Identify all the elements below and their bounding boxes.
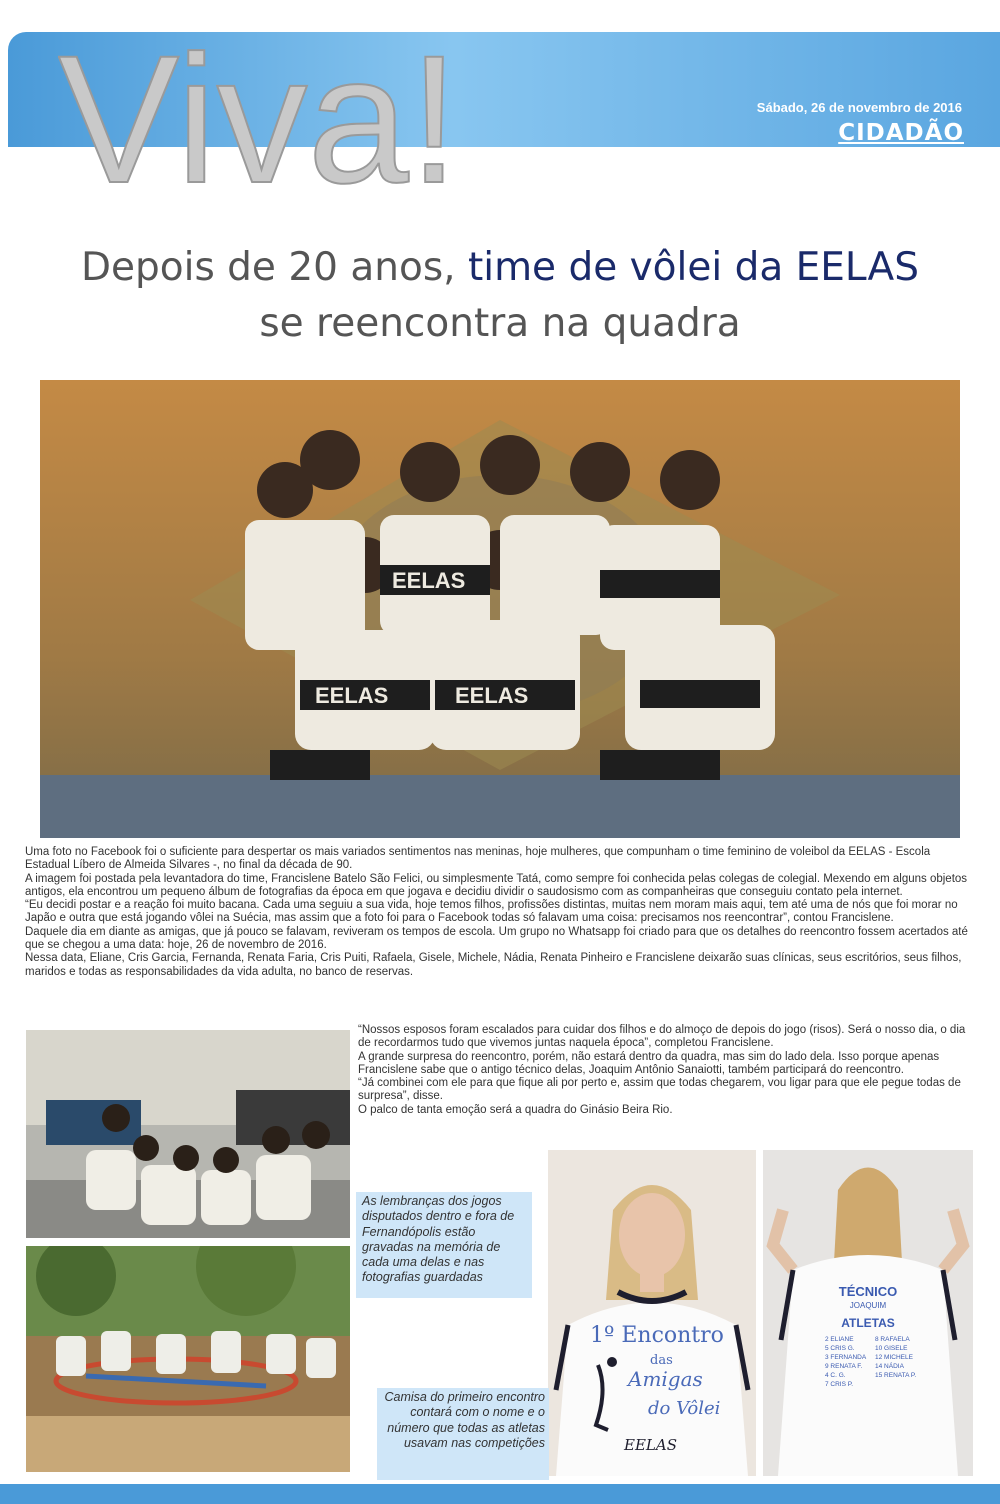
shirt-print-line2: das — [650, 1353, 673, 1368]
article-paragraph: Uma foto no Facebook foi o suficiente para despertar os mais variados sentimentos nas meninas, hoje mulheres, que compunham o time feminino de voleibol da EELAS - Escola Estadual Líbero de Almeida Silvares -, no final da década de 90. — [25, 846, 931, 872]
jersey-text: EELAS — [392, 568, 466, 593]
memories-caption: As lembranças dos jogos disputados dentro e fora de Fernandópolis estão gravadas na memória de cada uma delas e nas fotografias guardadas — [356, 1192, 532, 1298]
playground-photo — [26, 1246, 350, 1472]
athlete-name: 9 RENATA F. — [825, 1363, 863, 1370]
article-paragraph: “Já combinei com ele para que fique ali por perto e, assim que todas chegarem, vou ligar para que ele pegue todas de surpresa”, disse. — [358, 1077, 961, 1103]
article-paragraph: “Eu decidi postar e a reação foi muito bacana. Cada uma seguiu a sua vida, hoje temos filhos, profissões distintas, muitas nem moram mais aqui, tem até uma de nós que foi morar no Japão e outra que está jogando vôlei na Suécia, mas assim que a foto foi para o Facebook todas só falavam uma coisa: precisamos nos reencontrar”, contou Francislene. — [25, 899, 958, 925]
jersey-text: EELAS — [455, 683, 529, 708]
article-paragraph: A grande surpresa do reencontro, porém, não estará dentro da quadra, mas sim do lado dela. Isso porque apenas Francislene sabe que o antigo técnico delas, Joaquim Antônio Sanaiotti, também participará do reencontro. — [358, 1050, 940, 1076]
section-name: CIDADÃO — [838, 120, 964, 146]
headline-line2: se reencontra na quadra — [259, 301, 741, 346]
dorm-photo — [26, 1030, 350, 1238]
team-photo — [40, 380, 960, 838]
article-paragraph: Daquele dia em diante as amigas, que já pouco se falavam, reviveram os tempos de escola. Um grupo no Whatsapp foi criado para que os detalhes do reencontro fossem acertados até que se chegou a uma data: hoje, 26 de novembro de 2016. — [25, 925, 968, 952]
article-paragraph: A imagem foi postada pela levantadora do time, Francislene Batelo São Felici, ou simplesmente Tatá, como sempre foi conhecida pelas colegas de colegial. Mexendo em alguns objetos antigos, ela encontrou um pequeno álbum de fotografias da época em que jogava e decidiu dividir o saudosismo com as companheiras que conseguiu contato pela internet. — [25, 872, 968, 898]
shirt-back-athletes-title: ATLETAS — [841, 1316, 895, 1330]
article-body — [25, 846, 975, 979]
shirt-print-line1: 1º Encontro — [590, 1323, 724, 1348]
athlete-name: 8 RAFAELA — [875, 1336, 910, 1343]
jersey-text: EELAS — [315, 683, 389, 708]
article-paragraph: O palco de tanta emoção será a quadra do Ginásio Beira Rio. — [358, 1103, 673, 1116]
athlete-name: 2 ELIANE — [825, 1336, 854, 1343]
shirt-back-photo — [763, 1150, 973, 1476]
article-paragraph: Nessa data, Eliane, Cris Garcia, Fernanda, Renata Faria, Cris Puiti, Rafaela, Gisele, Michele, Nádia, Renata Pinheiro e Francislene deixarão suas clínicas, seus escritórios, seus filhos, maridos e todas as responsabilidades da vida adulta, no banco de reservas. — [25, 952, 962, 978]
shirt-print-brand: EELAS — [624, 1436, 677, 1454]
viva-logo — [58, 0, 578, 210]
shirt-back-title: TÉCNICO — [838, 1284, 898, 1299]
headline — [0, 240, 1000, 352]
athlete-name: 10 GISELE — [875, 1345, 908, 1352]
article-paragraph: “Nossos esposos foram escalados para cuidar dos filhos e do almoço de depois do jogo (risos). Será o nosso dia, o dia de recordarmos tudo que vivemos juntas naquela época”, completou Francislene. — [358, 1024, 966, 1050]
athlete-name: 4 C. G. — [825, 1372, 846, 1379]
shirt-print-line4: do Vôlei — [648, 1398, 721, 1419]
headline-accent: time de vôlei da EELAS — [467, 245, 919, 290]
issue-date: Sábado, 26 de novembro de 2016 — [756, 100, 962, 115]
logo-text: Viva! — [58, 17, 460, 210]
athlete-name: 7 CRIS P. — [825, 1381, 854, 1388]
athlete-name: 14 NÁDIA — [875, 1363, 904, 1370]
shirt-back-coach: JOAQUIM — [849, 1301, 887, 1310]
athlete-name: 15 RENATA P. — [875, 1372, 917, 1379]
headline-part1: Depois de 20 anos, — [80, 245, 468, 290]
shirt-front-photo — [548, 1150, 756, 1476]
athlete-name: 12 MICHELE — [875, 1354, 913, 1361]
athlete-name: 5 CRIS G. — [825, 1345, 855, 1352]
athlete-name: 3 FERNANDA — [825, 1354, 867, 1361]
article-column — [358, 1024, 970, 1117]
shirt-caption: Camisa do primeiro encontro contará com o nome e o número que todas as atletas usavam nas competições — [377, 1388, 549, 1480]
footer-bar — [0, 1484, 1000, 1504]
shirt-print-line3: Amigas — [628, 1367, 703, 1391]
